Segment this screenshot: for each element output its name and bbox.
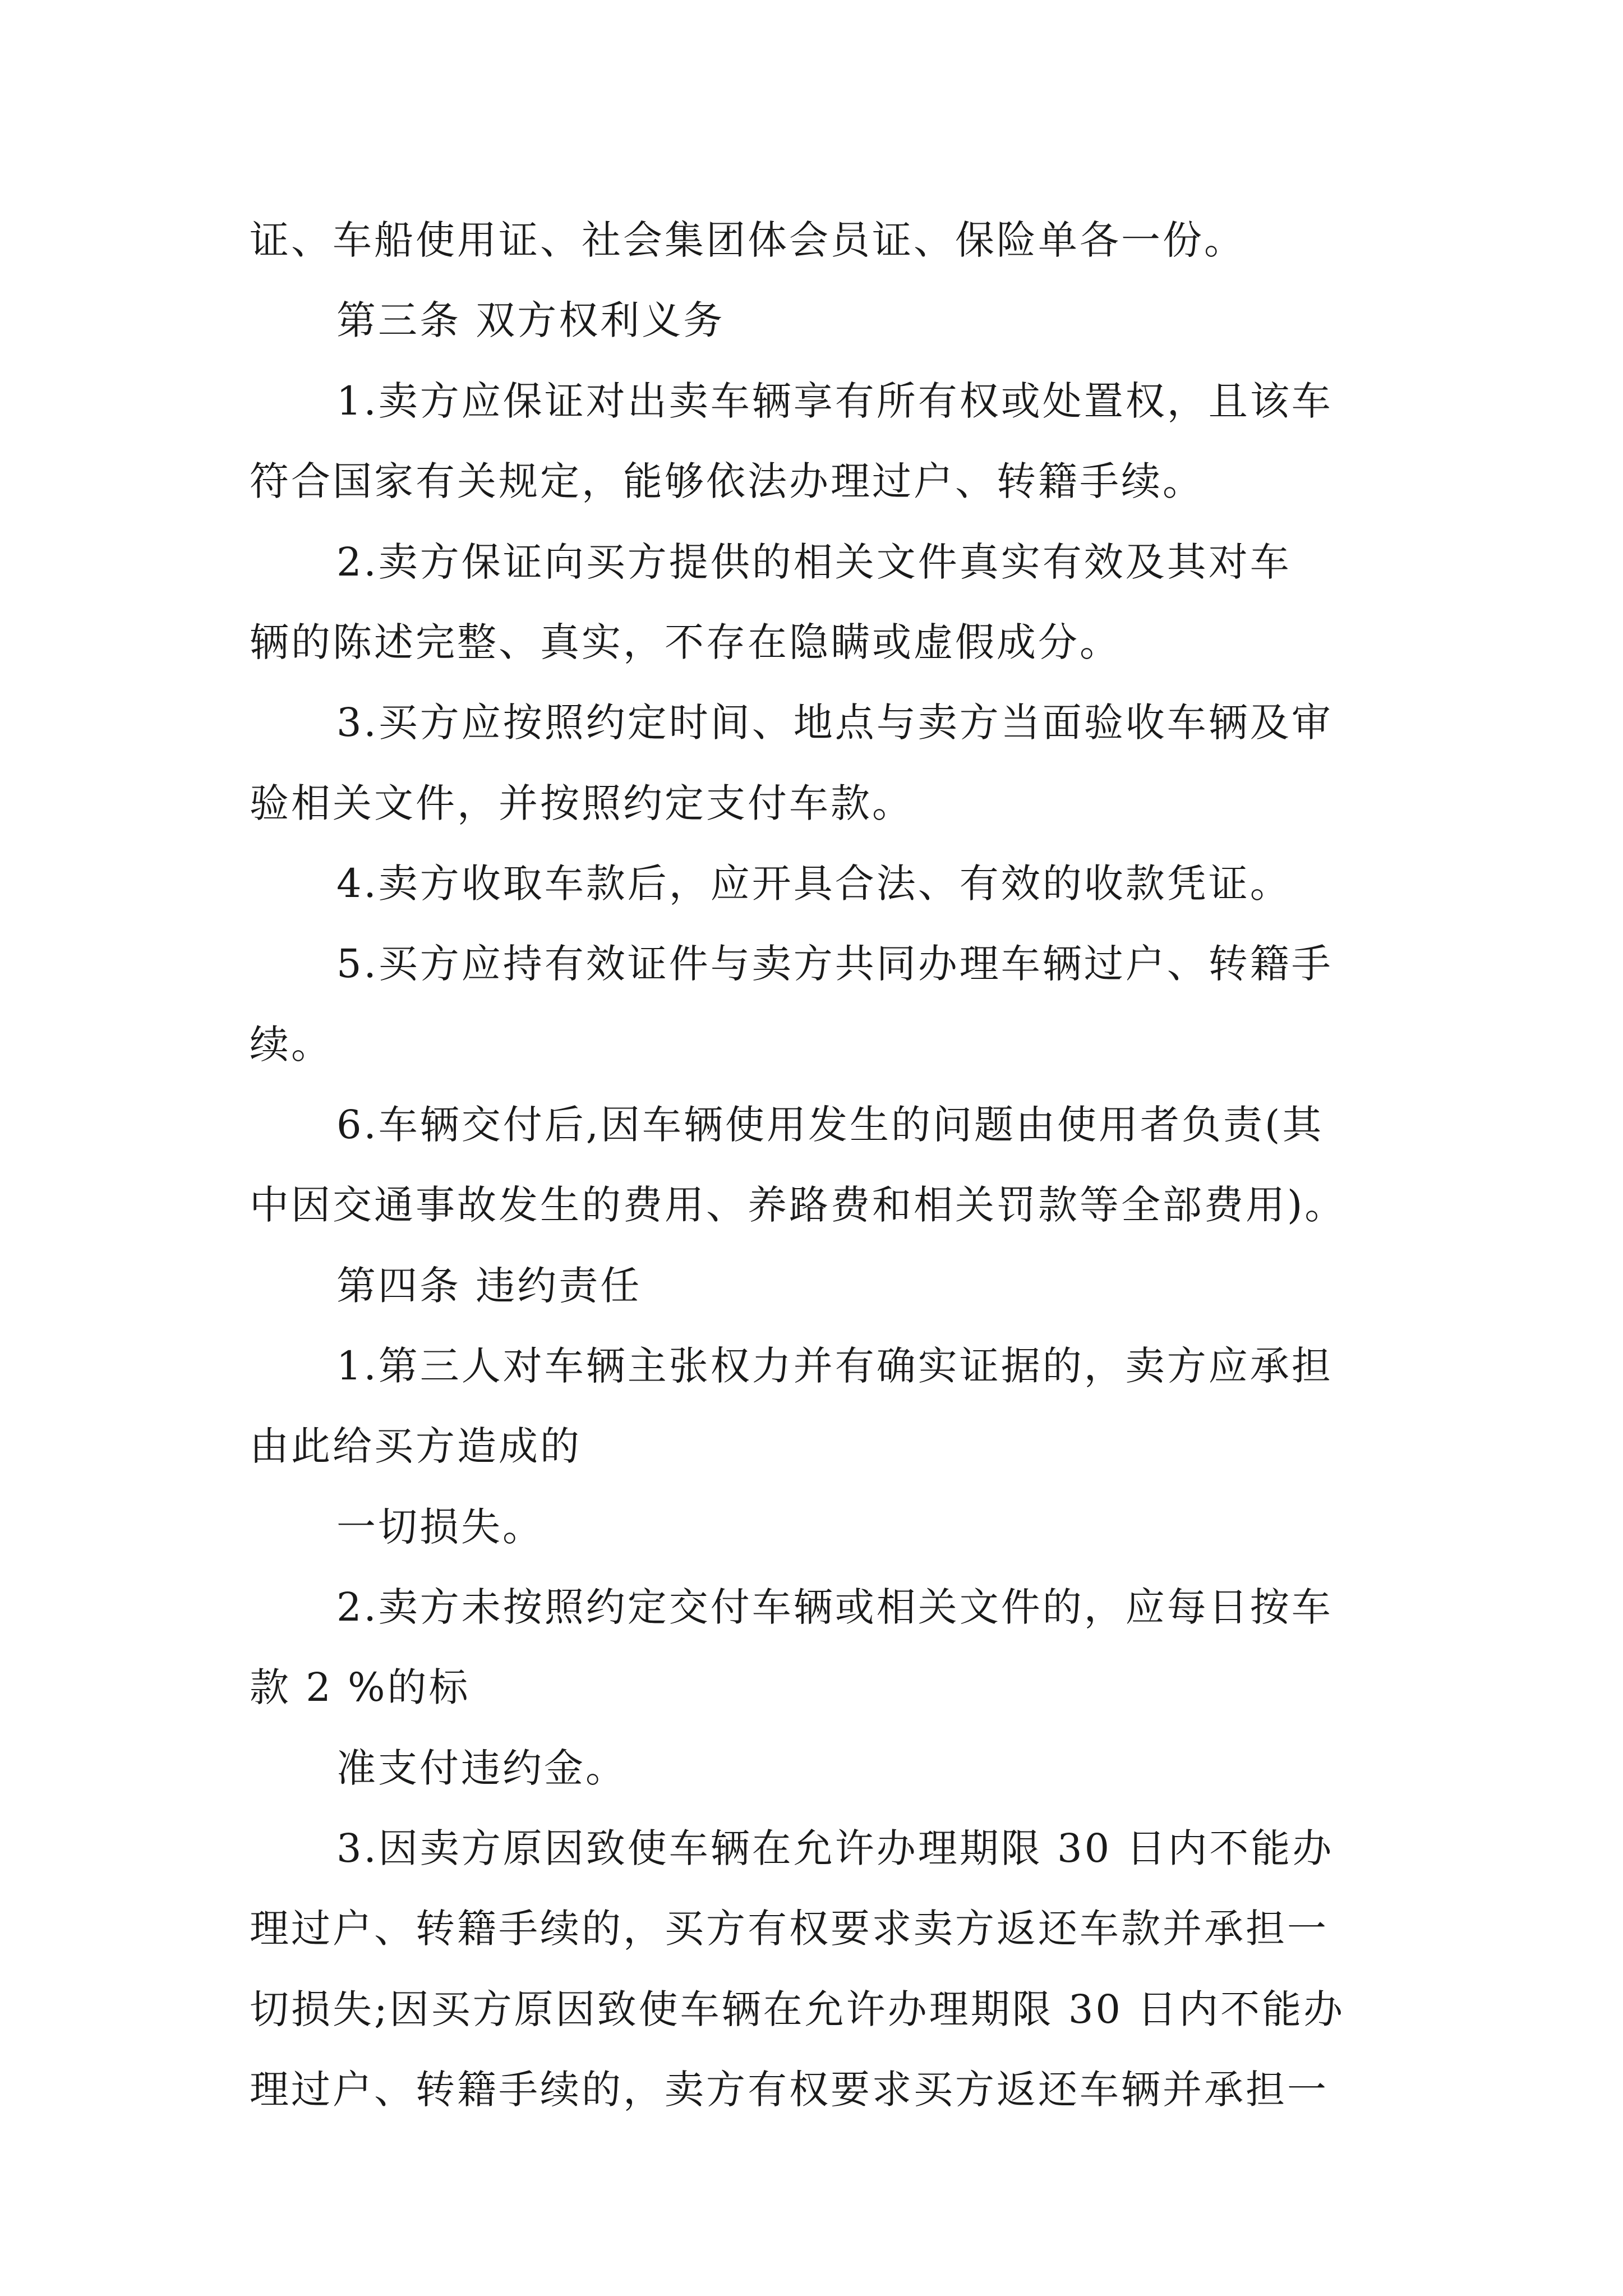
text-line: 2.卖方未按照约定交付车辆或相关文件的，应每日按车 (336, 1584, 1333, 1630)
text-line: 辆的陈述完整、真实，不存在隐瞒或虚假成分。 (250, 619, 1121, 665)
text-line: 由此给买方造成的 (250, 1423, 582, 1469)
text-line: 1.第三人对车辆主张权力并有确实证据的，卖方应承担 (336, 1343, 1333, 1389)
text-line: 款 2 %的标 (250, 1664, 471, 1710)
text-line: 续。 (250, 1022, 333, 1068)
text-line: 6.车辆交付后,因车辆使用发生的问题由使用者负责(其 (336, 1102, 1324, 1148)
text-line: 理过户、转籍手续的，买方有权要求卖方返还车款并承担一 (250, 1906, 1329, 1952)
text-line: 1.卖方应保证对出卖车辆享有所有权或处置权，且该车 (336, 378, 1333, 424)
text-line: 理过户、转籍手续的，卖方有权要求买方返还车辆并承担一 (250, 2067, 1329, 2113)
text-line: 4.卖方收取车款后，应开具合法、有效的收款凭证。 (336, 861, 1292, 907)
text-line: 符合国家有关规定，能够依法办理过户、转籍手续。 (250, 458, 1204, 504)
text-line: 一切损失。 (336, 1504, 544, 1550)
text-line: 验相关文件，并按照约定支付车款。 (250, 780, 914, 826)
text-line: 5.买方应持有效证件与卖方共同办理车辆过户、转籍手 (336, 941, 1333, 987)
text-line: 准支付违约金。 (336, 1745, 627, 1791)
text-line: 2.卖方保证向买方提供的相关文件真实有效及其对车 (336, 539, 1292, 585)
section-heading: 第三条 双方权利义务 (336, 297, 725, 343)
text-line: 3.因卖方原因致使车辆在允许办理期限 30 日内不能办 (336, 1825, 1334, 1871)
text-line: 证、车船使用证、社会集团体会员证、保险单各一份。 (250, 217, 1246, 263)
text-line: 3.买方应按照约定时间、地点与卖方当面验收车辆及审 (336, 700, 1333, 746)
text-line: 切损失;因买方原因致使车辆在允许办理期限 30 日内不能办 (250, 1986, 1345, 2032)
text-line: 中因交通事故发生的费用、养路费和相关罚款等全部费用)。 (250, 1182, 1347, 1228)
section-heading: 第四条 违约责任 (336, 1263, 642, 1309)
